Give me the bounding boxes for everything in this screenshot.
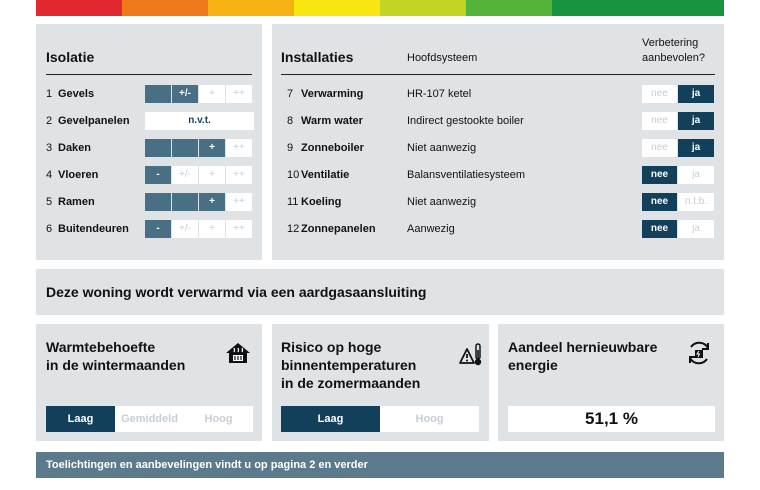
row-number: 9 — [287, 142, 294, 154]
row-number: 7 — [287, 88, 294, 100]
col-verbetering — [642, 36, 705, 66]
installatie-row — [272, 112, 724, 130]
risico-title-line3: in de zomermaanden — [281, 375, 421, 391]
verbetering-ja: ja — [678, 166, 714, 184]
row-label: Zonnepanelen — [301, 223, 376, 235]
risico-panel — [272, 324, 489, 441]
rating-cell: + — [199, 193, 225, 211]
risico-option: Hoog — [380, 406, 479, 432]
rating-cell: ++ — [226, 193, 252, 211]
aandeel-value: 51,1 % — [585, 409, 638, 428]
verbetering-nee: nee — [642, 220, 677, 238]
row-system: Indirect gestookte boiler — [407, 115, 524, 127]
footer-text: Toelichtingen en aanbevelingen vindt u op pagina 2 en verder — [46, 459, 368, 471]
row-system: HR-107 ketel — [407, 88, 472, 100]
aandeel-panel — [498, 324, 724, 441]
row-number: 4 — [46, 169, 53, 181]
verbetering-nee: nee — [642, 112, 677, 130]
footer-note — [36, 452, 724, 478]
isolatie-row — [36, 193, 262, 211]
installatie-row — [272, 139, 724, 157]
row-number: 8 — [287, 115, 294, 127]
verbetering-nee: nee — [642, 85, 677, 103]
warmte-option: Laag — [46, 406, 115, 432]
row-label: Ramen — [58, 196, 95, 208]
row-system: Niet aanwezig — [407, 142, 477, 154]
row-number: 2 — [46, 115, 53, 127]
rating-cell: +/- — [172, 85, 198, 103]
rating-cell — [172, 193, 198, 211]
aandeel-title-line2: energie — [508, 357, 558, 373]
heating-banner — [36, 269, 724, 315]
warmtebehoefte-panel — [36, 324, 262, 441]
row-label: Verwarming — [301, 88, 364, 100]
row-system: Niet aanwezig — [407, 196, 477, 208]
risico-title-line2: binnentemperaturen — [281, 357, 417, 373]
house-heat-icon — [225, 341, 251, 365]
isolatie-row — [36, 220, 262, 238]
divider — [46, 74, 252, 75]
rating-cell: - — [145, 220, 171, 238]
verbetering-nee: nee — [642, 166, 677, 184]
color-segment — [208, 0, 294, 16]
warmte-option: Hoog — [184, 406, 253, 432]
row-number: 5 — [46, 196, 53, 208]
rating-cell: + — [199, 220, 225, 238]
installaties-title: Installaties — [281, 49, 354, 65]
isolatie-row — [36, 112, 262, 130]
verbetering-nee: nee — [642, 193, 677, 211]
verbetering-nee: nee — [642, 139, 677, 157]
installatie-row — [272, 166, 724, 184]
warmte-title-line2: in de wintermaanden — [46, 357, 186, 373]
row-number: 11 — [287, 196, 299, 208]
row-system: Aanwezig — [407, 223, 455, 235]
isolatie-panel — [36, 24, 262, 260]
divider — [281, 74, 715, 75]
rating-cell: ++ — [226, 166, 252, 184]
rating-cell: - — [145, 166, 171, 184]
warmte-title — [46, 338, 185, 374]
col-verbetering-line1: Verbetering — [642, 37, 699, 49]
renewable-cycle-icon — [685, 339, 713, 367]
verbetering-ja: ja — [678, 112, 714, 130]
aandeel-title — [508, 338, 657, 374]
row-label: Ventilatie — [301, 169, 350, 181]
row-number: 1 — [46, 88, 53, 100]
rating-cell — [145, 193, 171, 211]
installatie-row — [272, 193, 724, 211]
installaties-panel — [272, 24, 724, 260]
color-segment — [466, 0, 552, 16]
rating-cell: +/- — [172, 220, 198, 238]
color-segment — [552, 0, 638, 16]
isolatie-row — [36, 85, 262, 103]
rating-cell — [172, 139, 198, 157]
warning-thermometer-icon — [458, 341, 484, 367]
installatie-row — [272, 220, 724, 238]
verbetering-ja: ja — [678, 139, 714, 157]
color-segment — [380, 0, 466, 16]
row-system: Balansventilatiesysteem — [407, 169, 526, 181]
risico-option: Laag — [281, 406, 380, 432]
nvt-cell: n.v.t. — [145, 112, 254, 130]
isolatie-row — [36, 166, 262, 184]
color-segment — [294, 0, 380, 16]
row-label: Warm water — [301, 115, 363, 127]
rating-cell: + — [199, 85, 225, 103]
rating-cell: ++ — [226, 220, 252, 238]
aandeel-title-line1: Aandeel hernieuwbare — [508, 339, 658, 355]
color-segment — [36, 0, 122, 16]
row-label: Vloeren — [58, 169, 99, 181]
rating-cell: ++ — [226, 139, 252, 157]
rating-cell — [145, 139, 171, 157]
isolatie-row — [36, 139, 262, 157]
energy-label-color-bar — [36, 0, 724, 16]
installatie-row — [272, 85, 724, 103]
risico-title-line1: Risico op hoge — [281, 339, 382, 355]
rating-cell: + — [199, 139, 225, 157]
rating-cell — [145, 85, 171, 103]
aandeel-value-box — [508, 406, 715, 432]
col-verbetering-line2: aanbevolen? — [642, 52, 706, 64]
row-number: 10 — [287, 169, 300, 181]
warmte-title-line1: Warmtebehoefte — [46, 339, 156, 355]
rating-cell: ++ — [226, 85, 252, 103]
risico-title — [281, 338, 420, 392]
isolatie-title: Isolatie — [46, 49, 95, 65]
row-label: Gevelpanelen — [58, 115, 130, 127]
warmte-option: Gemiddeld — [115, 406, 184, 432]
row-label: Zonneboiler — [301, 142, 364, 154]
row-label: Daken — [58, 142, 92, 154]
verbetering-ja: ja — [678, 85, 714, 103]
row-label: Koeling — [301, 196, 342, 208]
row-label: Buitendeuren — [58, 223, 129, 235]
row-number: 3 — [46, 142, 53, 154]
row-number: 12 — [287, 223, 300, 235]
heating-banner-text: Deze woning wordt verwarmd via een aardgasaansluiting — [46, 284, 427, 300]
verbetering-ja: ja — [678, 220, 714, 238]
verbetering-ja: n.t.b. — [678, 193, 714, 211]
color-segment — [122, 0, 208, 16]
row-number: 6 — [46, 223, 53, 235]
rating-cell: +/- — [172, 166, 198, 184]
row-label: Gevels — [58, 88, 95, 100]
rating-cell: + — [199, 166, 225, 184]
color-segment — [638, 0, 724, 16]
col-hoofdsysteem: Hoofdsysteem — [407, 52, 478, 64]
